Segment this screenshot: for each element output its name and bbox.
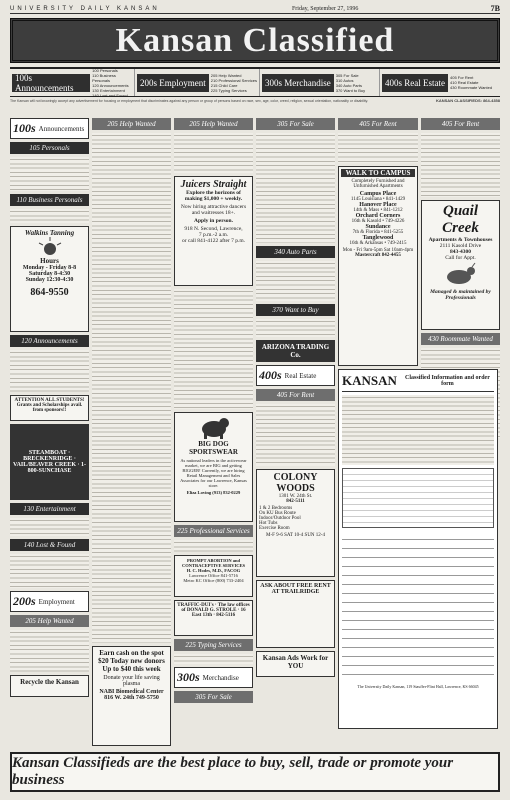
listing-text — [256, 404, 335, 466]
rate-table — [342, 468, 494, 528]
category-items: 205 Help Wanted 210 Professional Services 215 Child Care 225 Typing Services — [210, 72, 257, 93]
listing-text — [10, 554, 89, 588]
quail-creek-ad: Quail Creek Apartments & Townhouses 2111 Kasold Drive 843-4300 Call for Appt. Managed & maintained by Professionals — [421, 200, 500, 330]
juicers-ad: Juicers Straight Explore the horizons of making $1,000 + weekly. Now hiring attractive dancers and waitresses 18+. Apply in person. 918 N. Second, Lawrence, 7 p.m.-2 a.m. or call 841-4122 after 7 p.m. — [174, 176, 253, 286]
section-header: 140 Lost & Found — [10, 539, 89, 551]
listing-text — [10, 518, 89, 536]
listing-text — [10, 157, 89, 191]
column-3 — [174, 118, 253, 748]
announcements-badge: 100s Announcements — [10, 118, 89, 139]
listing-text — [256, 261, 335, 301]
order-fields[interactable] — [342, 531, 494, 681]
section-header: 405 For Rent — [256, 389, 335, 401]
tanning-ad: Walkins Tanning Hours Monday - Friday 8-8 Saturday 8-4:30 Sunday 12:30-4:30 864-9550 — [10, 226, 89, 332]
category-200s — [135, 69, 260, 96]
banner-text: Kansan Classifieds are the best place to buy, sell, trade or promote your business — [12, 755, 454, 788]
sun-icon — [35, 237, 65, 255]
section-header: 205 Help Wanted — [174, 118, 253, 130]
ski-trip-ad: STEAMBOAT · BRECKENRIDGE · VAIL/BEAVER CREEK · 1-800-SUNCHASE — [10, 424, 89, 500]
bottom-promo-banner — [10, 752, 500, 792]
plasma-donation-ad: Earn cash on the spot $20 Today new donors Up to $40 this week Donate your life saving plasma NABI Biomedical Center 816 W. 24th 749-5750 — [92, 646, 171, 746]
form-footer: The University Daily Kansan, 119 Stauffer-Flint Hall, Lawrence, KS 66045 — [357, 684, 479, 689]
section-header: 340 Auto Parts — [256, 246, 335, 258]
policy-text: The Kansan will not knowingly accept any advertisement for housing or employment that discriminates against any person or group of persons based on race, sex, age, color, creed, religion, sexual orientation, nationality or disability. — [10, 99, 369, 103]
colony-woods-ad: COLONY WOODS 1301 W. 24th St. 842-5111 1 & 2 Bedrooms On KU Bus Route Indoor/Outdoor Pool Hot Tubs Exercise Room M-F 9-6 SAT 10-4 SUN 12-4 — [256, 469, 335, 577]
big-dogs-ad: BIG DOG SPORTSWEAR As national leaders in the activewear market, we are BIG and getting BIGGER! Currently, we are hiring Retail Management and Sales Associates for our Lawrence, Kansas store. Eliza Loving (913) 832-0229 — [174, 412, 253, 522]
listing-text — [10, 350, 89, 392]
section-header: 405 For Rent — [338, 118, 418, 130]
category-300s — [260, 69, 380, 96]
section-header: 305 For Sale — [174, 691, 253, 703]
section-header: 405 For Rent — [421, 118, 500, 130]
listing-text — [10, 630, 89, 672]
trailridge-ad: ASK ABOUT FREE RENT AT TRAILRIDGE — [256, 580, 335, 648]
page-number: 7B — [490, 4, 500, 13]
listing-text — [92, 133, 171, 643]
section-header: 370 Want to Buy — [256, 304, 335, 316]
category-title: 300s Merchandise — [262, 74, 334, 92]
section-header: 110 Business Personals — [10, 194, 89, 206]
column-4 — [256, 118, 335, 748]
category-title: 400s Real Estate — [382, 74, 448, 92]
classifieds-phone: KANSAN CLASSIFIEDS: 864-4358 — [435, 98, 500, 103]
column-1 — [10, 118, 89, 748]
section-header: 105 Personals — [10, 142, 89, 154]
column-2 — [92, 118, 171, 748]
section-header: 205 Help Wanted — [92, 118, 171, 130]
walk-to-campus-ad: WALK TO CAMPUS Completely Furnished and Unfurnished Apartments Campus Place 1145 Louisiana • 841-1429 Hanover Place 14th & Mass • 841-1212 Orchard Corners 16th & Kasold • 749-4226 Sundance 7th & Florida • 841-5255 Tanglewood 16th & Arkansas • 749-2415 Mon - Fri 9am-5pm Sat 10am-4pm Mastercraft 842-4455 — [338, 166, 418, 366]
category-items: 305 For Sale 310 Autos 340 Auto Parts 370 Want to Buy — [335, 72, 366, 93]
category-index — [10, 67, 500, 97]
listing-text — [256, 133, 335, 243]
masthead — [10, 18, 500, 63]
form-title: KANSAN Classified Information and order form — [342, 373, 494, 392]
category-items: 405 For Rent 410 Real Estate 430 Roommate Wanted — [450, 75, 493, 90]
employment-badge: 200s Employment — [10, 591, 89, 612]
category-title: 200s Employment — [137, 74, 209, 92]
section-header: 130 Entertainment — [10, 503, 89, 515]
dog-icon — [194, 415, 234, 439]
category-items: 100 Personals 110 Business Personals 120 Announcements 130 Entertainment 140 Lost and Found — [92, 67, 129, 98]
publication-name: UNIVERSITY DAILY KANSAN — [10, 5, 160, 12]
abortion-services-ad: PROMPT ABORTION and CONTRACEPTIVE SERVICES H. C. Hodes, M.D., FACOG Lawrence Office 841-5716 Metro KC Office (800) 733-2404 — [174, 555, 253, 597]
listing-text — [338, 133, 418, 163]
category-100s — [10, 69, 135, 96]
classified-order-form — [338, 369, 498, 729]
issue-date: Friday, September 27, 1996 — [291, 5, 359, 12]
arizona-trading-ad: ARIZONA TRADING Co. — [256, 340, 335, 362]
listing-text — [174, 133, 253, 173]
section-header: 225 Typing Services — [174, 639, 253, 651]
category-400s — [380, 69, 500, 96]
merchandise-badge: 300s Merchandise — [174, 667, 253, 688]
traffic-law-ad: TRAFFIC-DUI's · The law offices of DONALD G. STROLE · 16 East 13th · 842-5116 — [174, 600, 253, 636]
section-header: 120 Announcements — [10, 335, 89, 347]
quail-bird-icon — [441, 261, 481, 287]
listing-text — [174, 654, 253, 664]
kansan-ads-promo: Kansan Ads Work for YOU — [256, 651, 335, 677]
category-title: 100s Announcements — [12, 74, 90, 92]
section-header: 205 Help Wanted — [10, 615, 89, 627]
listing-text — [10, 209, 89, 223]
columns — [10, 118, 500, 748]
listing-text — [174, 540, 253, 552]
section-header: 430 Roommate Wanted — [421, 333, 500, 345]
page-header — [10, 4, 500, 14]
masthead-title: Kansan Classified — [115, 21, 395, 59]
recycle-ad: Recycle the Kansan — [10, 675, 89, 697]
listing-text — [256, 319, 335, 337]
real-estate-badge: 400s Real Estate — [256, 365, 335, 386]
listing-text — [421, 133, 500, 197]
section-header: 305 For Sale — [256, 118, 335, 130]
scholarship-ad: ATTENTION ALL STUDENTS! Grants and Scholarships avail. from sponsors!! — [10, 395, 89, 421]
listing-text — [174, 289, 253, 409]
section-header: 225 Professional Services — [174, 525, 253, 537]
policy-line — [10, 99, 500, 115]
form-instructions — [342, 395, 494, 465]
